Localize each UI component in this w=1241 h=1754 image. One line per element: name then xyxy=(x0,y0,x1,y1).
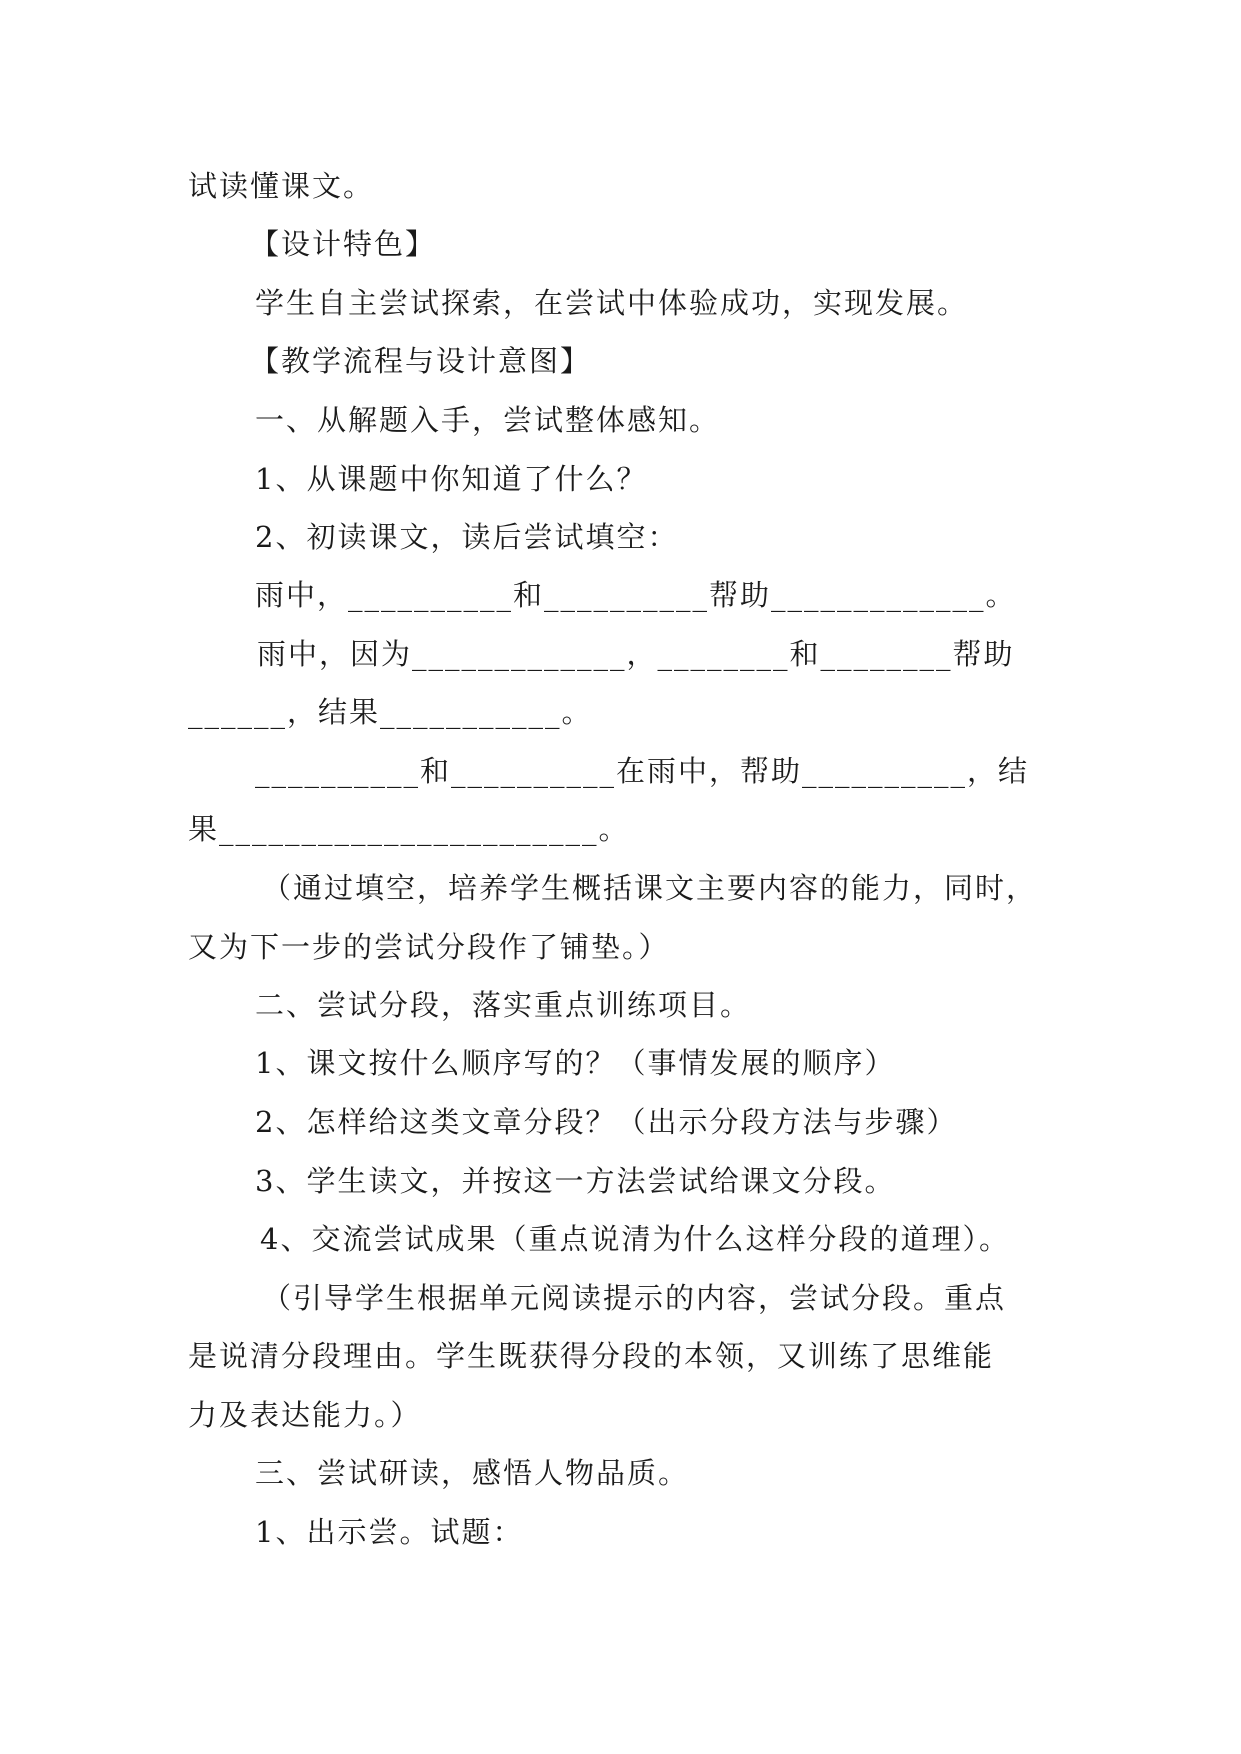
list-item: 1、从课题中你知道了什么？ xyxy=(255,462,648,496)
fill-in-blank-line: 雨中，因为_____________，________和________帮助 xyxy=(257,637,1015,671)
section-heading-teaching-process: 【教学流程与设计意图】 xyxy=(250,344,592,378)
list-item: 4、交流尝试成果（重点说清为什么这样分段的道理）。 xyxy=(260,1222,1010,1256)
fill-in-blank-line: 果_______________________。 xyxy=(188,812,630,846)
design-note: （通过填空，培养学生概括课文主要内容的能力，同时， xyxy=(262,871,1038,905)
list-item: 1、出示尝。试题： xyxy=(255,1515,524,1549)
list-item: 1、课文按什么顺序写的？（事情发展的顺序） xyxy=(255,1046,896,1080)
fill-in-blank-line: 雨中，__________和__________帮助_____________。 xyxy=(255,578,1017,612)
section-heading-design-features: 【设计特色】 xyxy=(250,227,437,261)
step-heading-one: 一、从解题入手，尝试整体感知。 xyxy=(255,403,721,437)
list-item: 3、学生读文，并按这一方法尝试给课文分段。 xyxy=(255,1164,896,1198)
design-note: 是说清分段理由。学生既获得分段的本领，又训练了思维能 xyxy=(188,1339,995,1373)
text-line: 试读懂课文。 xyxy=(188,169,375,203)
fill-in-blank-line: ______，结果___________。 xyxy=(188,695,593,729)
list-item: 2、怎样给这类文章分段？（出示分段方法与步骤） xyxy=(255,1105,958,1139)
design-note: （引导学生根据单元阅读提示的内容，尝试分段。重点 xyxy=(262,1281,1007,1315)
step-heading-three: 三、尝试研读，感悟人物品质。 xyxy=(255,1456,690,1490)
fill-in-blank-line: __________和__________在雨中，帮助__________，结 xyxy=(255,754,1030,788)
step-heading-two: 二、尝试分段，落实重点训练项目。 xyxy=(255,988,752,1022)
design-note: 又为下一步的尝试分段作了铺垫。） xyxy=(188,930,670,964)
list-item: 2、初读课文，读后尝试填空： xyxy=(255,520,679,554)
text-line: 学生自主尝试探索，在尝试中体验成功，实现发展。 xyxy=(255,286,969,320)
design-note: 力及表达能力。） xyxy=(188,1398,422,1432)
